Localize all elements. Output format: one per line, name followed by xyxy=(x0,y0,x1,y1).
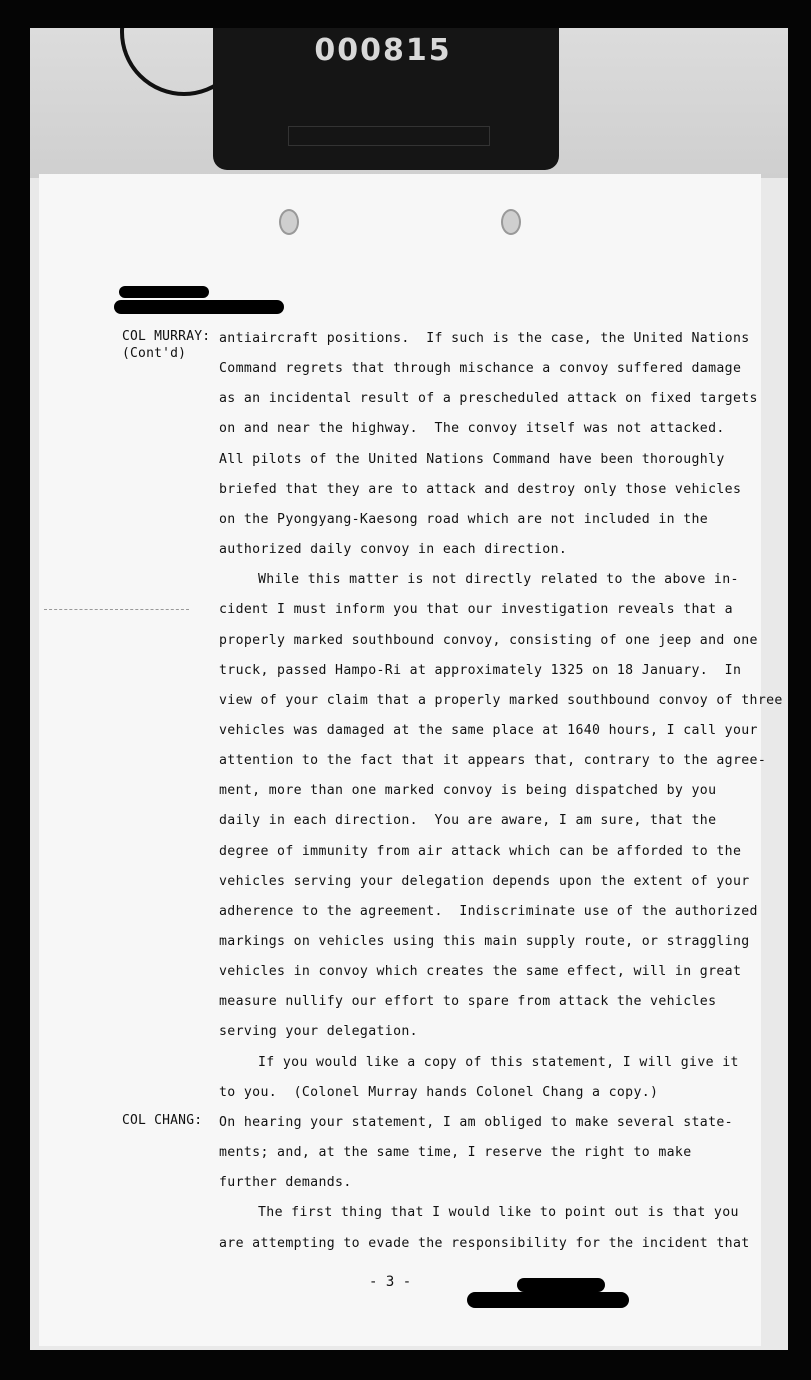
transcript-line: on and near the highway. The convoy itself was not attacked. xyxy=(219,421,725,437)
punch-hole xyxy=(501,209,521,235)
transcript-line: markings on vehicles using this main supply route, or straggling xyxy=(219,934,750,949)
transcript-line: briefed that they are to attack and destroy only those vehicles xyxy=(219,481,742,497)
redaction-mark xyxy=(517,1278,605,1292)
transcript-line: measure nullify our effort to spare from attack the vehicles xyxy=(219,994,717,1010)
transcript-line: Command regrets that through mischance a convoy suffered damage xyxy=(219,361,742,377)
transcript-line: While this matter is not directly related to the above in- xyxy=(258,572,739,588)
transcript-line: If you would like a copy of this statement, I will give it xyxy=(258,1054,739,1070)
transcript-line: cident I must inform you that our investigation reveals that a xyxy=(219,602,733,618)
transcript-line: are attempting to evade the responsibility for the incident that xyxy=(219,1235,750,1251)
transcript-line: on the Pyongyang-Kaesong road which are not included in the xyxy=(219,511,709,527)
transcript-line: vehicles in convoy which creates the same effect, will in great xyxy=(219,964,742,980)
transcript-line: On hearing your statement, I am obliged to make several state- xyxy=(219,1114,733,1130)
document-page xyxy=(39,174,783,1346)
transcript-line: view of your claim that a properly marked southbound convoy of three xyxy=(219,692,783,708)
transcript-line: All pilots of the United Nations Command have been thoroughly xyxy=(219,451,725,467)
punch-hole xyxy=(279,209,299,235)
page-number: - 3 - xyxy=(369,1274,412,1290)
transcript-line: antiaircraft positions. If such is the case, the United Nations xyxy=(219,331,750,346)
transcript-line: attention to the fact that it appears that, contrary to the agree- xyxy=(219,753,767,769)
transcript-line: adherence to the agreement. Indiscriminate use of the authorized xyxy=(219,903,758,919)
transcript-line: properly marked southbound convoy, consisting of one jeep and one xyxy=(219,632,758,648)
transcript-line: further demands. xyxy=(219,1175,352,1191)
transcript-line: ment, more than one marked convoy is being dispatched by you xyxy=(219,783,717,799)
transcript-line: serving your delegation. xyxy=(219,1024,418,1040)
transcript-line: degree of immunity from air attack which can be afforded to the xyxy=(219,843,742,859)
redaction-mark xyxy=(467,1292,629,1308)
transcript-line: to you. (Colonel Murray hands Colonel Chang a copy.) xyxy=(219,1084,659,1100)
transcript-line: The first thing that I would like to point out is that you xyxy=(258,1205,739,1221)
counter-slot xyxy=(288,126,490,146)
transcript-line: authorized daily convoy in each direction. xyxy=(219,542,568,558)
frame-counter xyxy=(213,28,559,170)
transcript-line: vehicles serving your delegation depends upon the extent of your xyxy=(219,873,750,889)
frame-counter-digits: 000815 xyxy=(314,33,452,68)
transcript-line: daily in each direction. You are aware, I am sure, that the xyxy=(219,813,717,829)
transcript-line: vehicles was damaged at the same place at 1640 hours, I call your xyxy=(219,722,758,738)
scanner-backing xyxy=(30,28,788,178)
speaker-label: COL CHANG: xyxy=(122,1112,203,1128)
speaker-label: COL MURRAY: (Cont'd) xyxy=(122,329,211,361)
transcript-line: truck, passed Hampo-Ri at approximately 1325 on 18 January. In xyxy=(219,662,742,678)
stray-mark xyxy=(44,609,189,611)
redaction-mark xyxy=(119,286,209,298)
scan-frame xyxy=(30,28,788,1350)
redaction-mark xyxy=(114,300,284,314)
transcript-line: as an incidental result of a prescheduled attack on fixed targets xyxy=(219,391,758,407)
transcript-line: ments; and, at the same time, I reserve the right to make xyxy=(219,1145,692,1161)
